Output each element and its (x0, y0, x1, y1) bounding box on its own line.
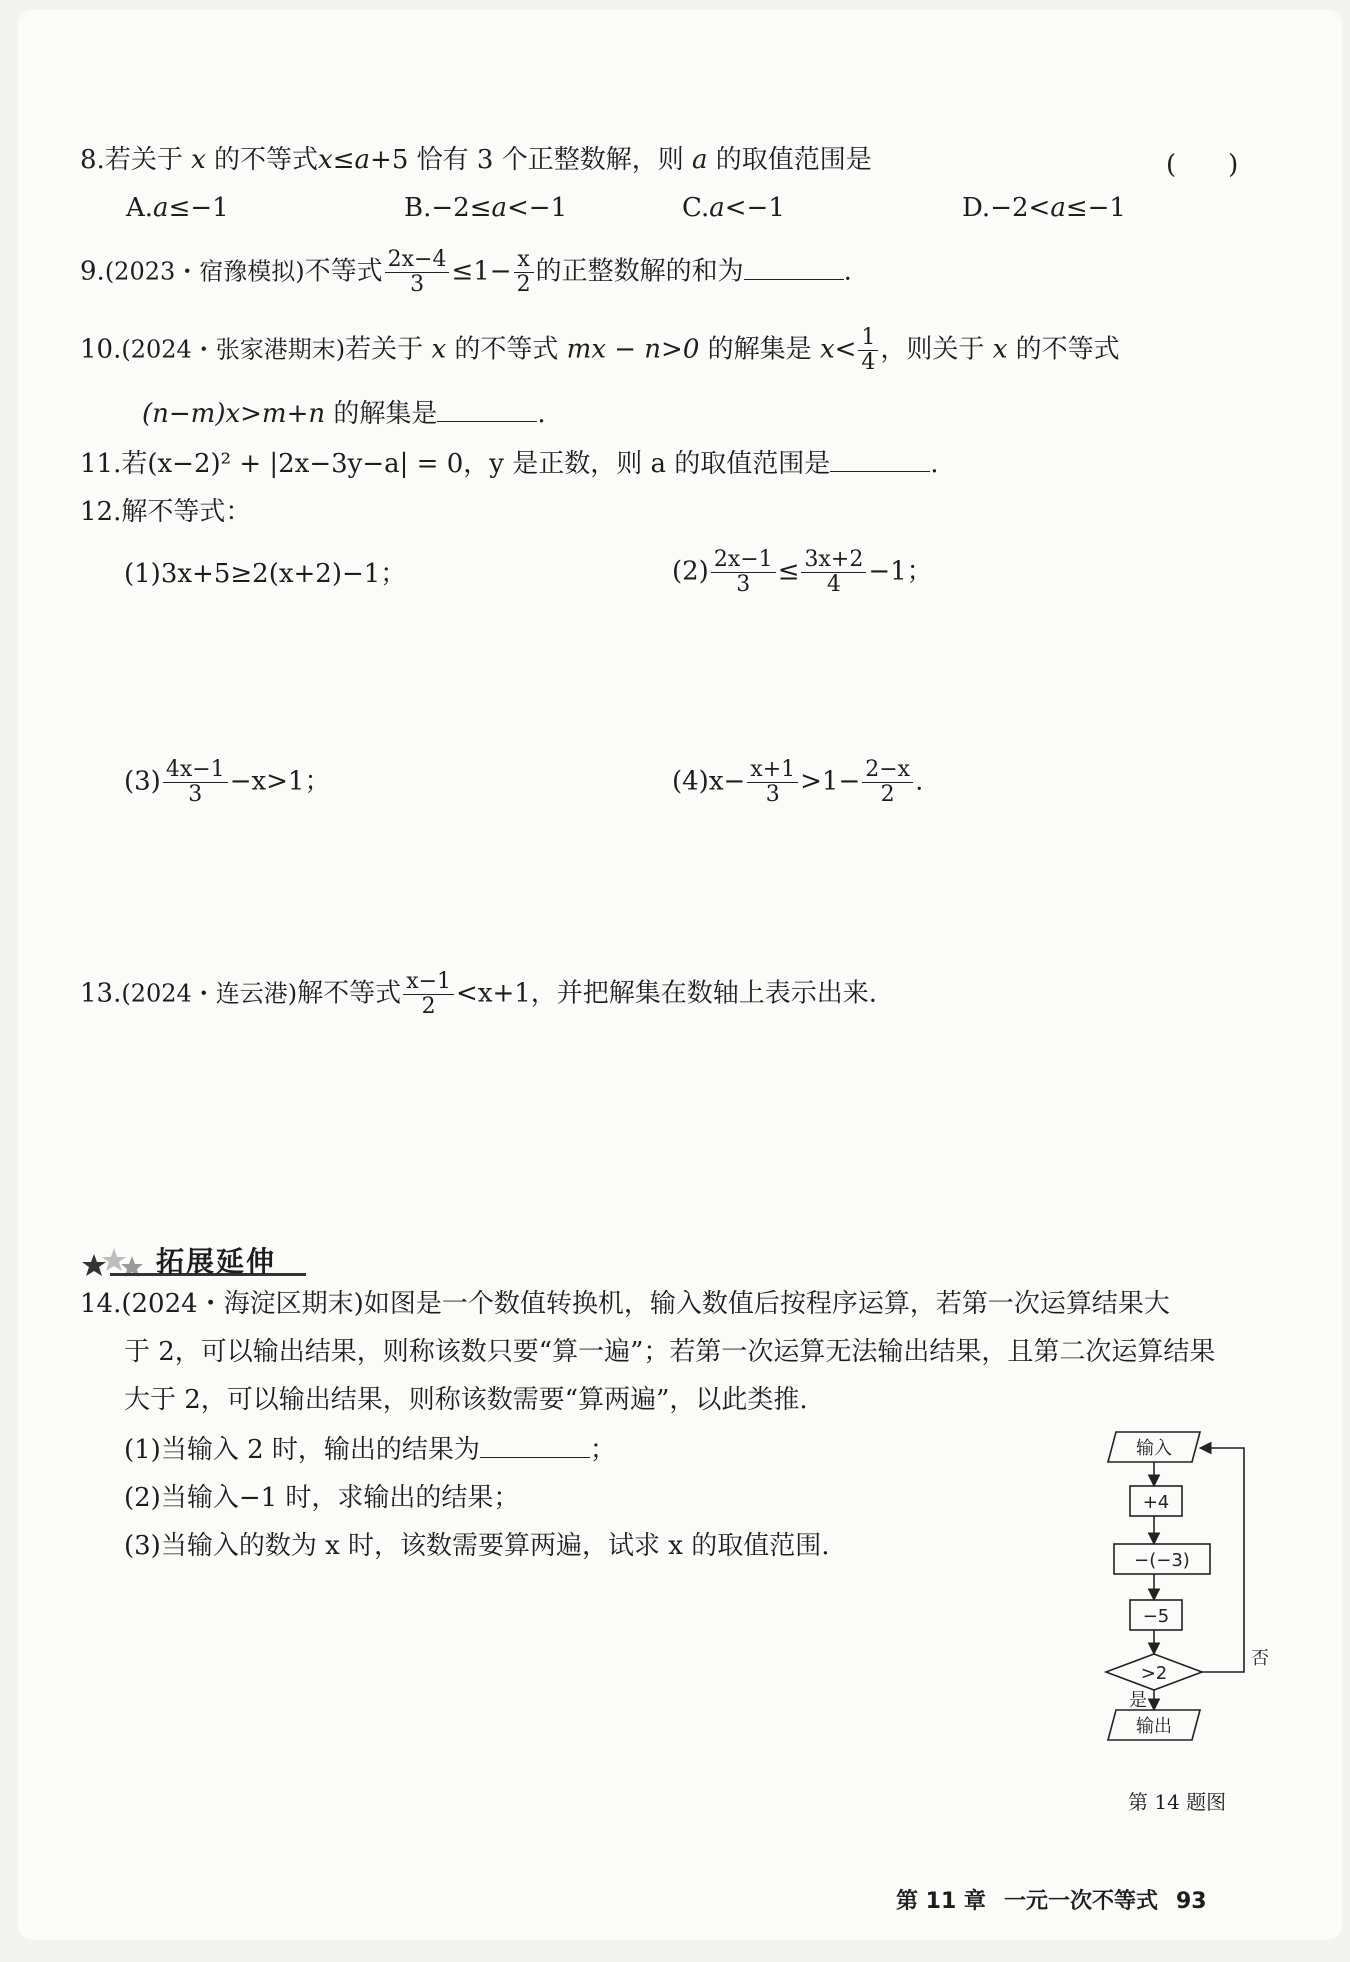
q12-p4-f1-num: x+1 (747, 758, 798, 783)
q9-fraction-1 (385, 248, 450, 297)
q10-number: 10. (80, 334, 122, 365)
flow-input-label: 输入 (1136, 1438, 1172, 1459)
q10-fraction (858, 326, 878, 375)
q12-p2-f1-num: 2x−1 (711, 548, 776, 573)
q12-p3-label: (3) (124, 766, 161, 797)
q9-text1: 不等式 (304, 256, 383, 287)
q11-text: 若(x−2)² + |2x−3y−a| = 0，y 是正数，则 a 的取值范围是 (121, 449, 831, 479)
q14-answer-blank[interactable] (480, 1435, 590, 1458)
option-d-label: D. (962, 193, 991, 223)
flow-step2-label: −(−3) (1134, 1550, 1190, 1571)
q13-frac-den: 2 (421, 994, 436, 1019)
question-12 (80, 496, 251, 528)
question-8: 8.若关于 x 的不等式x≤a+5 恰有 3 个正整数解，则 a 的取值范围是 (80, 145, 872, 175)
q12-p3-end: −x>1； (229, 766, 331, 797)
flow-output-label: 输出 (1136, 1716, 1172, 1737)
q13-text1: 解不等式 (297, 978, 402, 1009)
option-a-label: A. (126, 193, 154, 223)
q9-end: . (843, 256, 852, 287)
q8-option-c: C.a<−1 (682, 193, 785, 223)
q10-text1: 若关于 (345, 334, 424, 365)
question-10: 10.(2024・张家港期末)若关于 x 的不等式 mx − n>0 的解集是 x< $\frac{1}{4}$ ，则关于 x 的不等式 (80, 325, 1120, 375)
q14-part-1 (124, 1434, 616, 1466)
footer-chapter: 第 11 章 (896, 1889, 986, 1914)
q14-part-3: (3)当输入的数为 x 时，该数需要算两遍，试求 x 的取值范围. (124, 1531, 830, 1561)
q10-text3: 的解集是 (707, 334, 812, 365)
q10-text2: 的不等式 (454, 334, 559, 365)
q12-p4-frac1 (747, 758, 798, 807)
q9-frac2-den: 2 (516, 272, 531, 297)
q10-source: (2024・张家港期末) (121, 335, 346, 364)
q8-option-d: D.−2<a≤−1 (962, 193, 1126, 223)
q11-number: 11. (80, 449, 122, 479)
q12-p4-f2-den: 2 (880, 782, 895, 807)
question-9 (80, 248, 852, 297)
workbook-page (18, 10, 1342, 1940)
flow-yes-label: 是 (1129, 1690, 1147, 1711)
q11-end: . (930, 449, 939, 479)
q8-text4: 的取值范围是 (715, 145, 872, 175)
q9-answer-blank[interactable] (744, 257, 844, 280)
option-c-label: C. (682, 193, 710, 223)
q9-frac1-num: 2x−4 (385, 248, 450, 273)
q12-p3-den: 3 (188, 782, 203, 807)
flow-step1-label: +4 (1142, 1492, 1170, 1513)
q12-p4-end: . (915, 766, 924, 797)
footer-title: 一元一次不等式 (1003, 1889, 1158, 1914)
q12-p4-label: (4)x− (672, 766, 746, 797)
answer-bracket: ( ) (1166, 150, 1239, 180)
q14-line2: 于 2，可以输出结果，则称该数只要“算一遍”；若第一次运算无法输出结果，且第二次运算结果 (124, 1337, 1216, 1367)
page-footer (896, 1884, 1225, 1915)
q14-line3: 大于 2，可以输出结果，则称该数需要“算两遍”，以此类推. (124, 1385, 808, 1415)
q9-fraction-2 (514, 248, 534, 297)
q12-p4-f2-num: 2−x (862, 758, 913, 783)
q12-p2-mid: ≤ (777, 556, 800, 587)
q14-p1-text: (1)当输入 2 时，输出的结果为 (124, 1435, 480, 1465)
flow-step3-label: −5 (1142, 1606, 1170, 1627)
q12-p2-f1-den: 3 (736, 572, 751, 597)
q13-frac-num: x−1 (403, 970, 454, 995)
q8-option-b: B.−2≤a<−1 (404, 193, 568, 223)
q9-frac2-num: x (514, 248, 534, 273)
q10-frac-num: 1 (858, 326, 878, 351)
q9-source: (2023・宿豫模拟) (104, 257, 305, 286)
q12-p4-frac2 (862, 758, 913, 807)
q8-text3: 恰有 3 个正整数解，则 (416, 145, 684, 175)
q12-number: 12. (80, 497, 122, 527)
q14-number: 14. (80, 1289, 122, 1319)
question-14 (80, 1288, 1170, 1320)
q13-number: 13. (80, 978, 122, 1009)
stars-icon (80, 1246, 150, 1282)
question-13 (80, 970, 877, 1019)
q12-p4-f1-den: 3 (765, 782, 780, 807)
q8-option-a: A.a≤−1 (126, 193, 229, 223)
q10-answer-blank[interactable] (437, 399, 537, 422)
q9-mid: ≤1− (451, 256, 512, 287)
q13-source: (2024・连云港) (121, 979, 298, 1008)
flowchart-caption: 第 14 题图 (1128, 1790, 1227, 1814)
q12-p3-frac (163, 758, 228, 807)
q10-ineq: mx − n>0 (566, 334, 700, 365)
q12-p2-label: (2) (672, 556, 709, 587)
q9-frac1-den: 3 (410, 272, 425, 297)
q12-p3-num: 4x−1 (163, 758, 228, 783)
page-number: 93 (1175, 1889, 1207, 1914)
q14-part-2: (2)当输入−1 时，求输出的结果； (124, 1483, 520, 1513)
q9-number: 9. (80, 256, 105, 287)
question-10-line2 (142, 398, 546, 430)
q8-number: 8. (80, 145, 105, 175)
q12-p2-f2-num: 3x+2 (801, 548, 866, 573)
q14-p1-end: ； (589, 1435, 616, 1465)
flowchart (1098, 1430, 1298, 1800)
q13-fraction (403, 970, 454, 1019)
q10-line2-ineq: (n−m)x>m+n (142, 399, 326, 429)
flow-no-label: 否 (1251, 1648, 1269, 1669)
q12-part-3 (124, 758, 330, 807)
question-11 (80, 448, 939, 480)
q10-frac-den: 4 (861, 350, 876, 375)
section-heading (80, 1238, 310, 1282)
q8-text: 若关于 (104, 145, 183, 175)
q10-end: . (537, 399, 546, 429)
q12-p2-frac2 (801, 548, 866, 597)
q12-text: 解不等式： (121, 497, 252, 527)
q9-text2: 的正整数解的和为 (535, 256, 744, 287)
q12-p2-f2-den: 4 (826, 572, 841, 597)
option-b-label: B. (404, 193, 432, 223)
q12-p4-mid: >1− (800, 766, 861, 797)
q12-part-1: (1)3x+5≥2(x+2)−1； (124, 559, 407, 589)
q11-answer-blank[interactable] (830, 449, 930, 472)
q12-part-4 (672, 758, 923, 807)
q12-part-2 (672, 548, 933, 597)
q10-text5: 的不等式 (1015, 334, 1120, 365)
section-title: 拓展延伸 (156, 1245, 277, 1278)
q8-text2: 的不等式 (214, 145, 319, 175)
q10-text4: ，则关于 (880, 334, 985, 365)
q12-p2-end: −1； (868, 556, 933, 587)
q12-p2-frac1 (711, 548, 776, 597)
q10-line2-text: 的解集是 (333, 399, 438, 429)
q13-text2: <x+1，并把解集在数轴上表示出来. (456, 978, 878, 1009)
flow-cond-label: >2 (1140, 1663, 1168, 1684)
q14-line1: (2024・海淀区期末)如图是一个数值转换机，输入数值后按程序运算，若第一次运算结果大 (121, 1289, 1170, 1319)
